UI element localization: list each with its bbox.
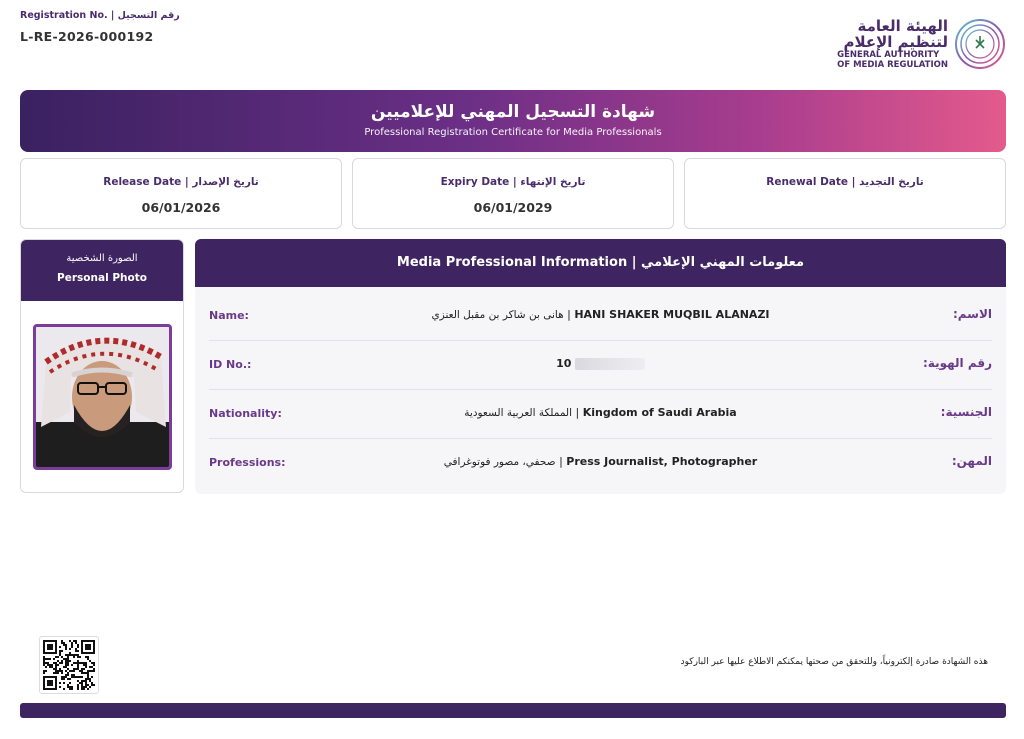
professions-value [329, 455, 872, 468]
release-date-value: 06/01/2026 [141, 200, 221, 215]
media-professional-info-card [195, 239, 1006, 494]
release-date-label: Release Date | تاريخ الإصدار [103, 176, 259, 188]
name-label-arabic: الاسم: [952, 307, 992, 321]
authority-logo [837, 18, 1006, 70]
nationality-label-english: Nationality: [209, 407, 282, 420]
name-value-english: HANI SHAKER MUQBIL ALANAZI [574, 308, 770, 321]
logo-arabic-line2: لتنظيم الإعلام [843, 33, 948, 51]
certificate-title-arabic: شهادة التسجيل المهني للإعلاميين [370, 102, 656, 122]
professions-label-english: Professions: [209, 456, 286, 469]
info-row-id [209, 341, 992, 390]
expiry-date-label: Expiry Date | تاريخ الإنتهاء [440, 176, 586, 188]
logo-arabic-line1: الهيئة العامة [857, 17, 948, 35]
professions-value-english: Press Journalist, Photographer [566, 455, 758, 468]
id-label-arabic: رقم الهوية: [923, 356, 992, 370]
person-portrait-icon [36, 327, 169, 467]
nationality-label-arabic: الجنسية: [940, 405, 992, 419]
value-separator: | [575, 406, 583, 419]
professions-label-arabic: المهن: [951, 454, 992, 468]
name-value-arabic: هانى بن شاكر بن مقبل العنزي [431, 309, 564, 321]
value-separator: | [567, 308, 575, 321]
id-value [329, 357, 872, 370]
nationality-value-english: Kingdom of Saudi Arabia [582, 406, 737, 419]
personal-photo [33, 324, 172, 470]
registration-number: L-RE-2026-000192 [20, 29, 154, 44]
registration-label: Registration No. | رقم التسجيل [20, 10, 180, 21]
value-separator: | [559, 455, 567, 468]
certificate-title-banner [20, 90, 1006, 152]
info-row-name [209, 292, 992, 341]
id-value-english: 10 [556, 357, 572, 370]
gamr-emblem-icon [954, 18, 1006, 70]
logo-english-line2: OF MEDIA REGULATION [837, 60, 948, 70]
info-row-nationality [209, 390, 992, 439]
expiry-date-box [352, 158, 674, 229]
info-row-professions [209, 439, 992, 488]
release-date-box [20, 158, 342, 229]
nationality-value-arabic: المملكة العربية السعودية [464, 407, 573, 419]
photo-label-english: Personal Photo [57, 272, 147, 284]
name-label-english: Name: [209, 309, 249, 322]
info-header: Media Professional Information | معلومات المهني الإعلامي [195, 239, 1006, 287]
photo-header [21, 240, 183, 301]
logo-text [837, 18, 948, 70]
registration-block [20, 10, 180, 44]
personal-photo-card [20, 239, 184, 493]
logo-english-line1: GENERAL AUTHORITY [837, 50, 940, 60]
renewal-date-box [684, 158, 1006, 229]
id-redaction [575, 358, 645, 370]
certificate-title-english: Professional Registration Certificate for Media Professionals [364, 127, 662, 138]
footer-bar [20, 703, 1006, 718]
renewal-date-label: Renewal Date | تاريخ التجديد [766, 176, 924, 188]
qr-code-icon [43, 640, 95, 690]
qr-code[interactable] [39, 636, 99, 694]
professions-value-arabic: صحفي، مصور فوتوغرافي [443, 456, 556, 468]
name-value [329, 308, 872, 321]
nationality-value [329, 406, 872, 419]
verification-note: هذه الشهادة صادرة إلكترونياً، وللتحقق من صحتها يمكنكم الاطلاع عليها عبر الباركود [680, 657, 988, 667]
expiry-date-value: 06/01/2029 [473, 200, 553, 215]
id-label-english: ID No.: [209, 358, 252, 371]
photo-label-arabic: الصورة الشخصية [66, 253, 138, 264]
